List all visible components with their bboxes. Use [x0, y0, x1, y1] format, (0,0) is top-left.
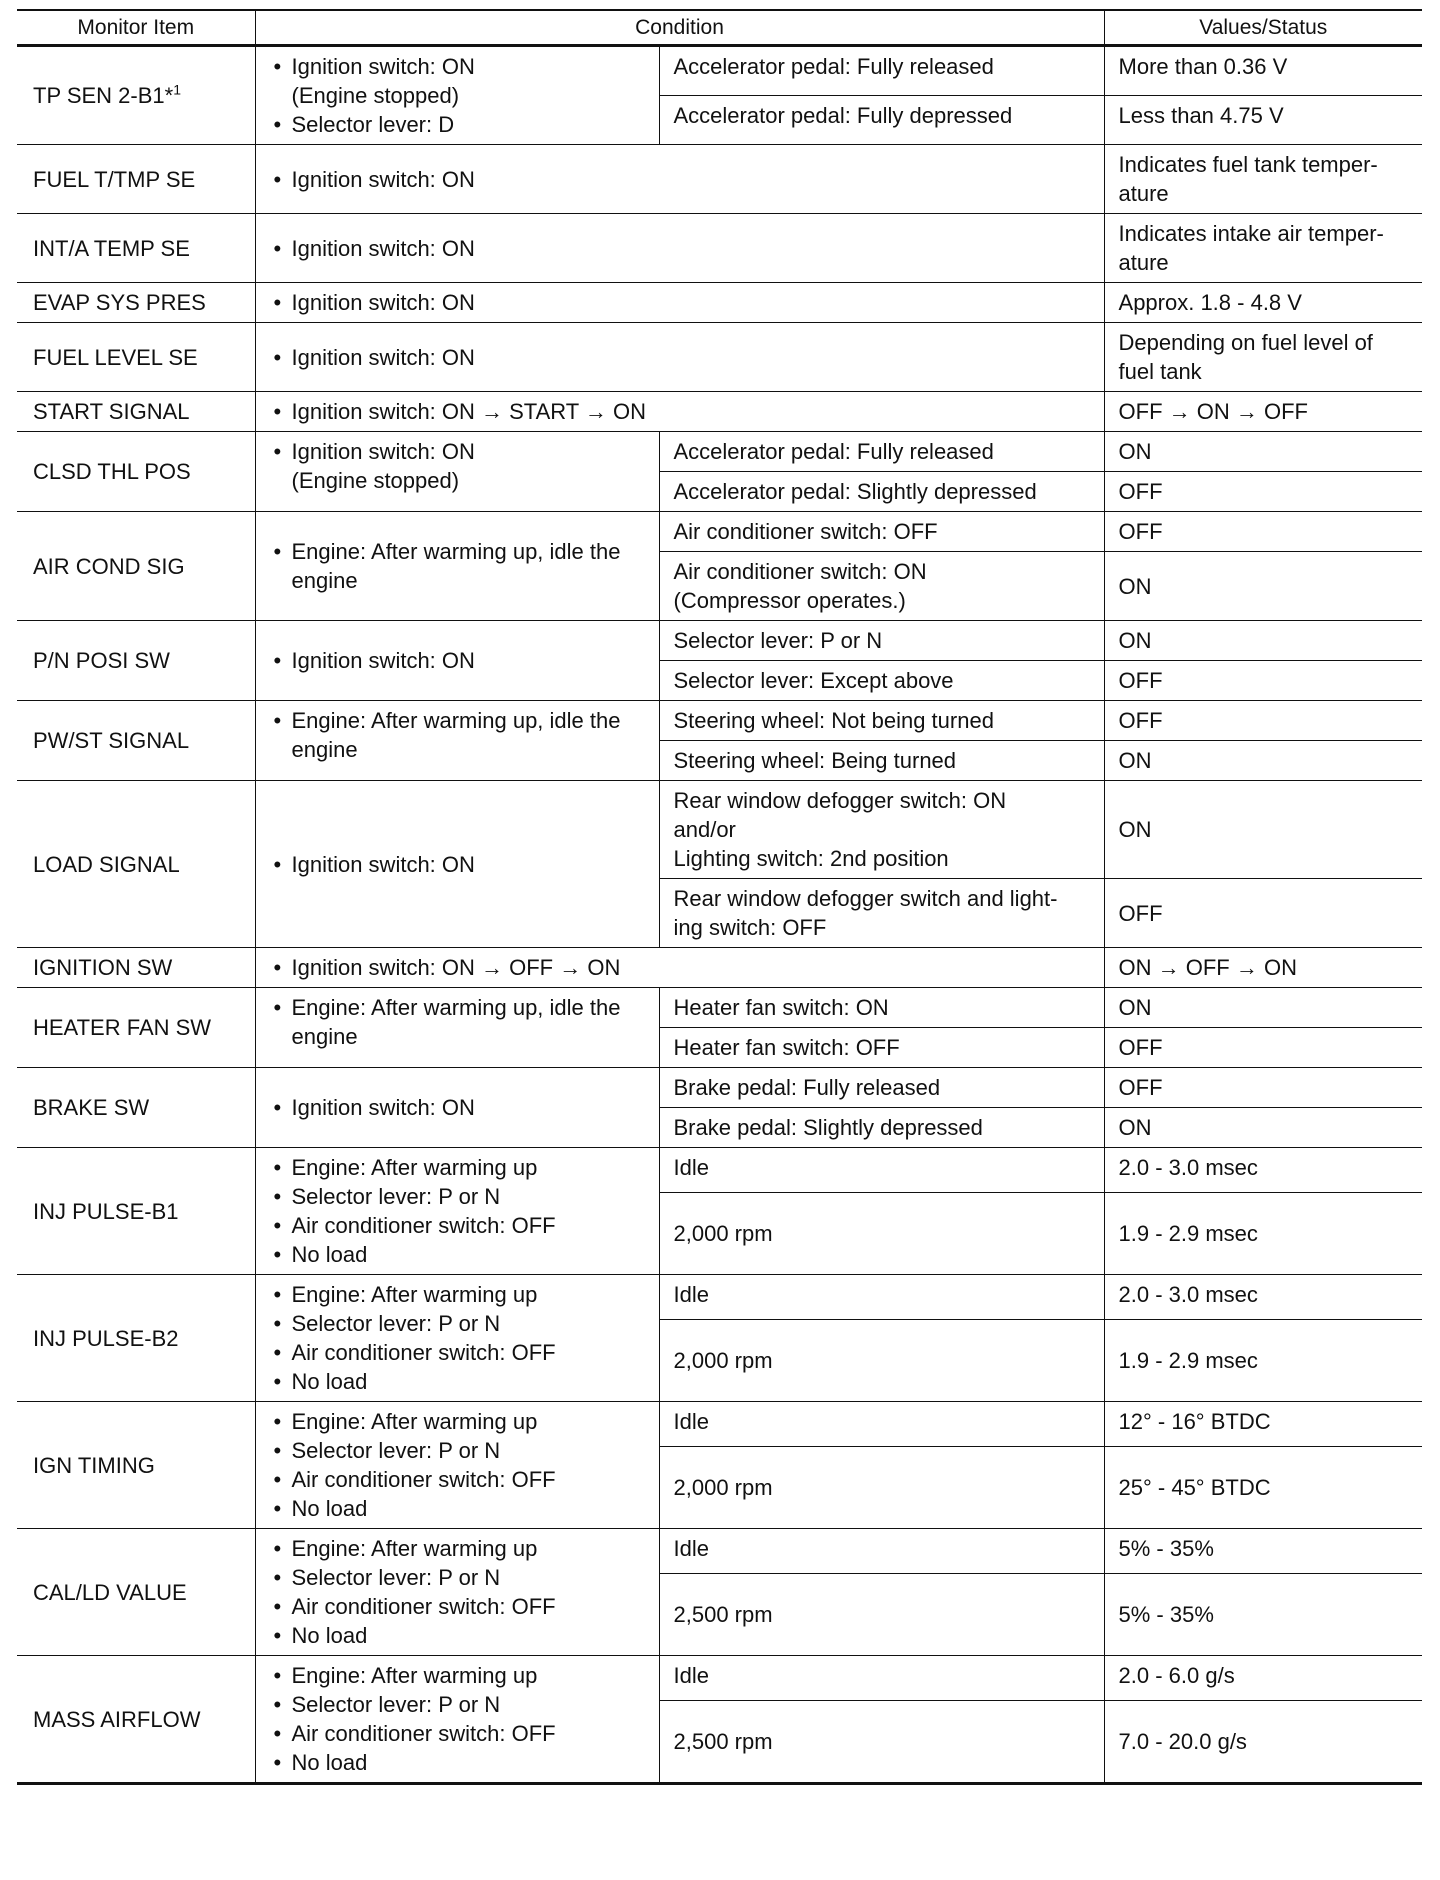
condition-bullet: • No load [270, 1621, 649, 1650]
table-row-inj-b1-a [17, 1148, 1422, 1193]
condition-list [270, 397, 1094, 426]
condition-cell [255, 1148, 659, 1275]
sub-condition-text: Idle [673, 1282, 709, 1307]
condition-bullet: • Engine: After warming up [270, 1280, 649, 1309]
monitor-item-label: HEATER FAN SW [33, 1015, 212, 1040]
header-monitor-item: Monitor Item [17, 10, 255, 46]
value-text: ON [1118, 817, 1152, 842]
sub-condition-cell [659, 621, 1104, 661]
sub-condition-cell [659, 1573, 1104, 1655]
condition-list [270, 1153, 649, 1269]
condition-cell [255, 432, 659, 512]
monitor-item-cell [17, 1529, 255, 1656]
sub-condition-cell [659, 512, 1104, 552]
condition-bullet: • Engine: After warming up [270, 1407, 649, 1436]
condition-bullet: • Engine: After warming up [270, 1153, 649, 1182]
value-text: OFF [1118, 708, 1163, 733]
sub-condition-cell [659, 1028, 1104, 1068]
monitor-item-cell [17, 781, 255, 948]
monitor-item-cell [17, 1656, 255, 1784]
footnote-marker: 1 [173, 81, 182, 98]
condition-cell [255, 621, 659, 701]
condition-bullet: • Ignition switch: ON [270, 343, 1094, 372]
value-cell [1104, 1319, 1422, 1401]
condition-list [270, 537, 649, 595]
value-text: 5% - 35% [1118, 1536, 1214, 1561]
condition-list [270, 437, 649, 495]
monitor-item-cell [17, 392, 255, 432]
monitor-item-cell [17, 701, 255, 781]
value-cell [1104, 621, 1422, 661]
condition-bullet: • No load [270, 1240, 649, 1269]
value-cell [1104, 95, 1422, 145]
value-cell [1104, 741, 1422, 781]
sub-condition-text: Air conditioner switch: ON (Compressor operates.) [673, 559, 927, 613]
sub-condition-text: Steering wheel: Not being turned [673, 708, 994, 733]
condition-cell [255, 1656, 659, 1784]
monitor-item-cell [17, 948, 255, 988]
condition-cell [255, 214, 1104, 283]
condition-cell [255, 988, 659, 1068]
monitor-item-label: BRAKE SW [33, 1095, 150, 1120]
monitor-item-label: PW/ST SIGNAL [33, 728, 190, 753]
value-text: ON [1118, 748, 1152, 773]
header-row [17, 10, 1422, 46]
value-cell [1104, 145, 1422, 214]
sub-condition-text: 2,500 rpm [673, 1729, 773, 1755]
condition-bullet: • Ignition switch: ON → OFF → ON [270, 953, 1094, 982]
value-text: More than 0.36 V [1118, 54, 1288, 79]
value-cell [1104, 432, 1422, 472]
sub-condition-cell [659, 1319, 1104, 1401]
value-cell [1104, 323, 1422, 392]
monitor-item-cell [17, 1402, 255, 1529]
sub-condition-cell [659, 552, 1104, 621]
sub-condition-text: 2,000 rpm [673, 1347, 773, 1373]
value-cell [1104, 46, 1422, 96]
sub-condition-cell [659, 1148, 1104, 1193]
table-row-brake-sw-a [17, 1068, 1422, 1108]
table-row-ignition-sw [17, 948, 1422, 988]
value-cell [1104, 1028, 1422, 1068]
sub-condition-text: Idle [673, 1155, 709, 1180]
value-text: 2.0 - 6.0 g/s [1118, 1663, 1235, 1688]
table-row-fuel-level [17, 323, 1422, 392]
table-row-pwst-a [17, 701, 1422, 741]
sub-condition-text: 2,500 rpm [673, 1601, 773, 1627]
table-row-start-signal [17, 392, 1422, 432]
condition-cell [255, 948, 1104, 988]
condition-bullet: • Air conditioner switch: OFF [270, 1592, 649, 1621]
monitor-item-cell [17, 145, 255, 214]
condition-list [270, 1280, 649, 1396]
value-cell [1104, 283, 1422, 323]
condition-bullet: • Ignition switch: ON [270, 1093, 649, 1122]
condition-bullet: • Air conditioner switch: OFF [270, 1465, 649, 1494]
monitor-item-label: INT/A TEMP SE [33, 235, 190, 261]
monitor-item-table [17, 9, 1422, 1785]
condition-cell [255, 1529, 659, 1656]
condition-bullet: • No load [270, 1494, 649, 1523]
value-cell [1104, 948, 1422, 988]
value-cell [1104, 214, 1422, 283]
condition-list [270, 646, 649, 675]
condition-list [270, 706, 649, 764]
value-cell [1104, 781, 1422, 879]
sub-condition-cell [659, 879, 1104, 948]
monitor-item-cell [17, 988, 255, 1068]
monitor-item-cell [17, 1275, 255, 1402]
condition-cell [255, 283, 1104, 323]
sub-condition-text: Rear window defogger switch and light- ing switch: OFF [673, 886, 1058, 940]
value-cell [1104, 1446, 1422, 1528]
table-row-pn-posi-a [17, 621, 1422, 661]
monitor-item-label: AIR COND SIG [33, 553, 185, 579]
value-text: ON [1118, 1115, 1152, 1140]
value-text: 7.0 - 20.0 g/s [1118, 1729, 1247, 1755]
condition-bullet: • Ignition switch: ON [270, 850, 649, 879]
value-text: OFF [1118, 900, 1163, 926]
sub-condition-cell [659, 701, 1104, 741]
value-cell [1104, 392, 1422, 432]
sub-condition-cell [659, 1529, 1104, 1574]
condition-bullet: • Selector lever: D [270, 110, 649, 139]
value-text: 25° - 45° BTDC [1118, 1474, 1271, 1500]
condition-list [270, 993, 649, 1051]
condition-bullet: • Selector lever: P or N [270, 1182, 649, 1211]
monitor-item-label: CAL/LD VALUE [33, 1579, 187, 1605]
value-cell [1104, 472, 1422, 512]
monitor-item-label: IGNITION SW [33, 955, 173, 980]
table-row-tp-sen-a [17, 46, 1422, 96]
sub-condition-cell [659, 95, 1104, 145]
table-row-air-cond-a [17, 512, 1422, 552]
table-row-evap [17, 283, 1422, 323]
value-cell [1104, 1402, 1422, 1447]
condition-bullet: • Air conditioner switch: OFF [270, 1338, 649, 1367]
condition-list [270, 850, 649, 879]
sub-condition-cell [659, 1656, 1104, 1701]
value-text: OFF [1118, 1035, 1163, 1060]
condition-list [270, 288, 1094, 317]
value-text: ON → OFF → ON [1118, 955, 1297, 980]
condition-cell [255, 781, 659, 948]
monitor-item-cell [17, 323, 255, 392]
condition-list [270, 1407, 649, 1523]
header-values-status: Values/Status [1104, 10, 1422, 46]
value-text: OFF [1118, 668, 1163, 693]
condition-list [270, 234, 1094, 263]
table-row-int-temp [17, 214, 1422, 283]
condition-bullet: • Ignition switch: ON [270, 288, 1094, 317]
monitor-item-label: EVAP SYS PRES [33, 290, 206, 315]
condition-list [270, 165, 1094, 194]
condition-cell [255, 392, 1104, 432]
value-text: 1.9 - 2.9 msec [1118, 1220, 1258, 1246]
value-text: Indicates fuel tank temper- ature [1118, 152, 1378, 206]
monitor-item-label: TP SEN 2-B1* [33, 83, 174, 108]
monitor-item-cell [17, 1148, 255, 1275]
table-row-heater-fan-a [17, 988, 1422, 1028]
sub-condition-text: Air conditioner switch: OFF [673, 519, 938, 544]
value-cell [1104, 661, 1422, 701]
sub-condition-cell [659, 661, 1104, 701]
condition-cell [255, 323, 1104, 392]
condition-list [270, 1093, 649, 1122]
sub-condition-text: Selector lever: Except above [673, 668, 954, 693]
condition-list [270, 1661, 649, 1777]
sub-condition-text: Steering wheel: Being turned [673, 748, 957, 773]
condition-cell [255, 1275, 659, 1402]
monitor-item-cell [17, 283, 255, 323]
value-cell [1104, 1068, 1422, 1108]
value-text: Approx. 1.8 - 4.8 V [1118, 290, 1302, 315]
value-text: Less than 4.75 V [1118, 102, 1284, 128]
condition-bullet: • Selector lever: P or N [270, 1563, 649, 1592]
value-cell [1104, 1573, 1422, 1655]
value-cell [1104, 1275, 1422, 1320]
table-row-mass-airflow-a [17, 1656, 1422, 1701]
sub-condition-cell [659, 1446, 1104, 1528]
condition-bullet: • Ignition switch: ON [270, 234, 1094, 263]
condition-bullet: • Ignition switch: ON → START → ON [270, 397, 1094, 426]
sub-condition-text: Idle [673, 1663, 709, 1688]
sub-condition-text: Accelerator pedal: Slightly depressed [673, 479, 1037, 504]
sub-condition-cell [659, 1108, 1104, 1148]
sub-condition-text: Accelerator pedal: Fully released [673, 54, 994, 79]
sub-condition-text: Brake pedal: Slightly depressed [673, 1115, 983, 1140]
value-text: Depending on fuel level of fuel tank [1118, 330, 1373, 384]
value-text: ON [1118, 573, 1152, 599]
condition-bullet: • No load [270, 1367, 649, 1396]
sub-condition-cell [659, 1701, 1104, 1784]
value-text: 5% - 35% [1118, 1601, 1214, 1627]
value-text: OFF [1118, 479, 1163, 504]
condition-bullet: • Engine: After warming up, idle the engine [270, 706, 649, 764]
header-condition: Condition [255, 10, 1104, 46]
condition-cell [255, 512, 659, 621]
sub-condition-cell [659, 432, 1104, 472]
table-row-fuel-temp [17, 145, 1422, 214]
value-cell [1104, 1192, 1422, 1274]
value-text: OFF [1118, 1075, 1163, 1100]
value-cell [1104, 1701, 1422, 1784]
table-row-inj-b2-a [17, 1275, 1422, 1320]
condition-cell [255, 1402, 659, 1529]
value-text: OFF [1118, 519, 1163, 544]
table-row-ign-timing-a [17, 1402, 1422, 1447]
condition-bullet: • Engine: After warming up, idle the engine [270, 993, 649, 1051]
condition-bullet: • Ignition switch: ON [270, 165, 1094, 194]
table-row-load-signal-a [17, 781, 1422, 879]
monitor-item-label: P/N POSI SW [33, 648, 170, 673]
value-text: Indicates intake air temper- ature [1118, 221, 1384, 275]
value-text: ON [1118, 628, 1152, 653]
value-text: 1.9 - 2.9 msec [1118, 1347, 1258, 1373]
sub-condition-cell [659, 781, 1104, 879]
value-text: 2.0 - 3.0 msec [1118, 1282, 1258, 1307]
value-cell [1104, 512, 1422, 552]
sub-condition-cell [659, 1068, 1104, 1108]
value-cell [1104, 879, 1422, 948]
monitor-item-label: INJ PULSE-B1 [33, 1198, 179, 1224]
value-text: ON [1118, 439, 1152, 464]
monitor-item-label: FUEL T/TMP SE [33, 166, 196, 192]
monitor-item-label: MASS AIRFLOW [33, 1706, 201, 1732]
condition-list [270, 343, 1094, 372]
monitor-item-cell [17, 512, 255, 621]
value-cell [1104, 1656, 1422, 1701]
sub-condition-cell [659, 1192, 1104, 1274]
condition-bullet: • Selector lever: P or N [270, 1690, 649, 1719]
condition-bullet: • Engine: After warming up [270, 1661, 649, 1690]
monitor-item-cell [17, 214, 255, 283]
value-cell [1104, 1148, 1422, 1193]
monitor-item-cell [17, 46, 255, 145]
condition-bullet: • Selector lever: P or N [270, 1309, 649, 1338]
sub-condition-cell [659, 988, 1104, 1028]
sub-condition-cell [659, 741, 1104, 781]
sub-condition-text: Selector lever: P or N [673, 628, 883, 653]
condition-bullet: • Engine: After warming up [270, 1534, 649, 1563]
value-text: OFF → ON → OFF [1118, 399, 1308, 424]
condition-bullet: • No load [270, 1748, 649, 1777]
condition-list [270, 52, 649, 139]
condition-cell [255, 1068, 659, 1148]
value-cell [1104, 1108, 1422, 1148]
value-text: 12° - 16° BTDC [1118, 1409, 1271, 1434]
value-cell [1104, 988, 1422, 1028]
value-text: 2.0 - 3.0 msec [1118, 1155, 1258, 1180]
condition-cell [255, 701, 659, 781]
sub-condition-text: Idle [673, 1409, 709, 1434]
sub-condition-text: Idle [673, 1536, 709, 1561]
sub-condition-cell [659, 1402, 1104, 1447]
monitor-item-label: CLSD THL POS [33, 459, 191, 484]
sub-condition-text: Accelerator pedal: Fully depressed [673, 102, 1013, 128]
monitor-item-label: FUEL LEVEL SE [33, 344, 198, 370]
sub-condition-cell [659, 472, 1104, 512]
table-row-clsd-thl-a [17, 432, 1422, 472]
sub-condition-text: Rear window defogger switch: ON and/or Lighting switch: 2nd position [673, 788, 1007, 871]
monitor-item-label: LOAD SIGNAL [33, 851, 180, 877]
condition-bullet: • Ignition switch: ON (Engine stopped) [270, 437, 649, 495]
sub-condition-text: 2,000 rpm [673, 1474, 773, 1500]
condition-bullet: • Air conditioner switch: OFF [270, 1211, 649, 1240]
sub-condition-text: 2,000 rpm [673, 1220, 773, 1246]
sub-condition-text: Brake pedal: Fully released [673, 1075, 941, 1100]
value-text: ON [1118, 995, 1152, 1020]
condition-cell [255, 46, 659, 145]
sub-condition-cell [659, 46, 1104, 96]
condition-bullet: • Selector lever: P or N [270, 1436, 649, 1465]
value-cell [1104, 552, 1422, 621]
monitor-item-label: IGN TIMING [33, 1452, 155, 1478]
condition-bullet: • Ignition switch: ON [270, 646, 649, 675]
table-body [17, 46, 1422, 1784]
condition-bullet: • Air conditioner switch: OFF [270, 1719, 649, 1748]
condition-list [270, 953, 1094, 982]
sub-condition-cell [659, 1275, 1104, 1320]
condition-cell [255, 145, 1104, 214]
condition-bullet: • Ignition switch: ON (Engine stopped) [270, 52, 649, 110]
monitor-item-label: INJ PULSE-B2 [33, 1325, 179, 1351]
monitor-item-cell [17, 1068, 255, 1148]
value-cell [1104, 1529, 1422, 1574]
monitor-item-cell [17, 432, 255, 512]
table-row-cal-ld-a [17, 1529, 1422, 1574]
condition-bullet: • Engine: After warming up, idle the engine [270, 537, 649, 595]
sub-condition-text: Heater fan switch: OFF [673, 1035, 900, 1060]
monitor-item-label: START SIGNAL [33, 399, 190, 424]
sub-condition-text: Accelerator pedal: Fully released [673, 439, 994, 464]
monitor-item-cell [17, 621, 255, 701]
condition-list [270, 1534, 649, 1650]
value-cell [1104, 701, 1422, 741]
sub-condition-text: Heater fan switch: ON [673, 995, 889, 1020]
